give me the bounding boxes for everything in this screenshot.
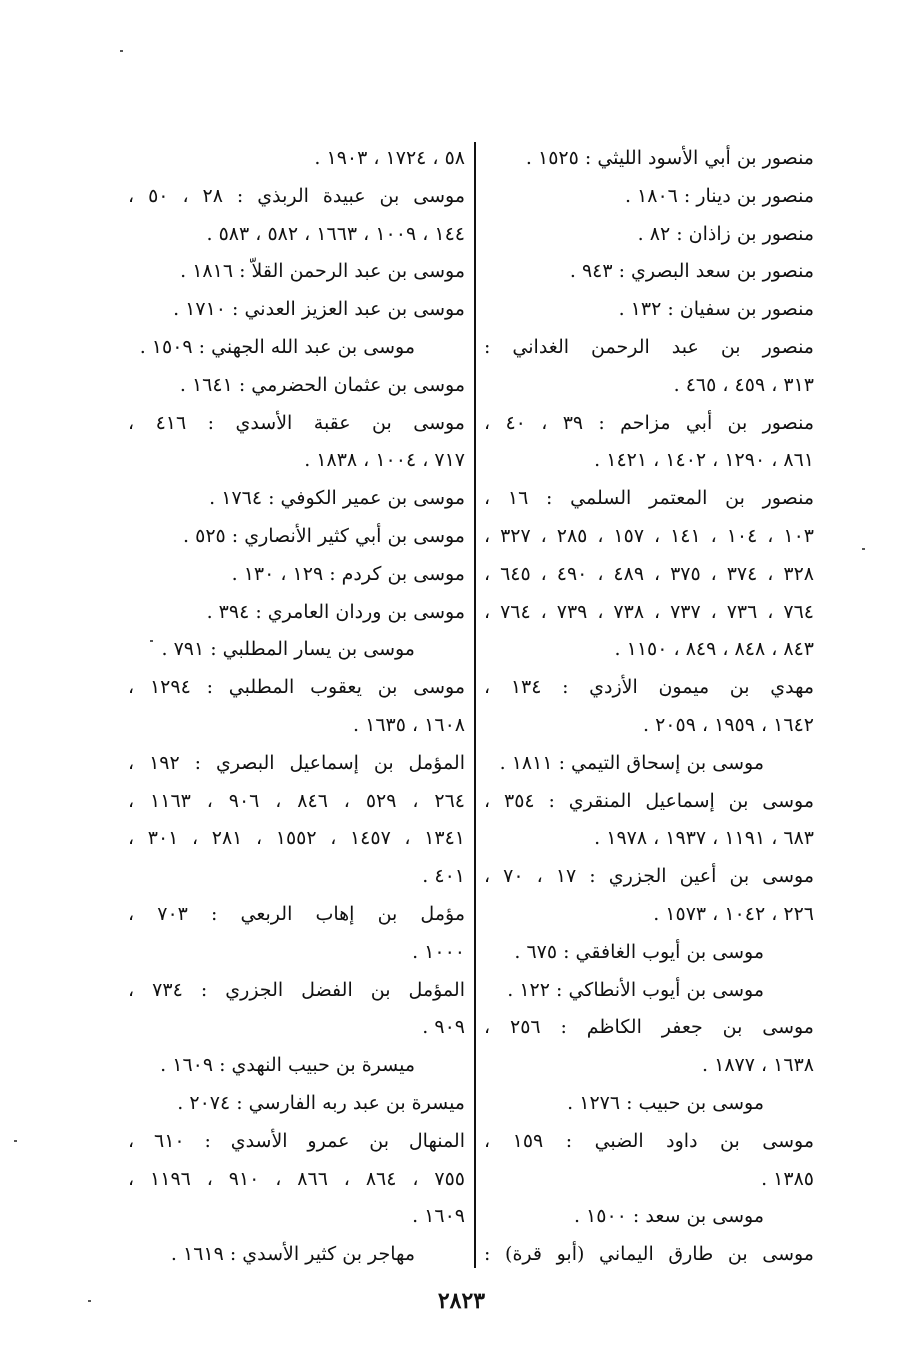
index-line: ٨٦١ ، ١٢٩٠ ، ١٤٠٢ ، ١٤٢١ . (594, 449, 814, 472)
index-line: موسى بن وردان العامري : ٣٩٤ . (206, 600, 465, 623)
index-line: موسى بن أيوب الأنطاكي : ١٢٢ . (507, 978, 764, 1001)
index-line: موسى بن سعد : ١٥٠٠ . (573, 1205, 764, 1228)
index-line: موسى بن عقبة الأسدي : ٤١٦ ، (128, 411, 465, 434)
index-line: موسى بن أعين الجزري : ١٧ ، ٧٠ ، (484, 865, 814, 888)
index-line: موسى بن كردم : ١٢٩ ، ١٣٠ . (231, 562, 465, 585)
index-line: المنهال بن عمرو الأسدي : ٦١٠ ، (128, 1129, 465, 1152)
scan-speck (88, 1300, 91, 1302)
index-line: منصور بن المعتمر السلمي : ١٦ ، (484, 487, 814, 510)
index-line: موسى بن إسحاق التيمي : ١٨١١ . (499, 751, 764, 774)
scan-speck (150, 640, 153, 642)
index-line: ١٦٠٨ ، ١٦٣٥ . (353, 713, 465, 736)
index-line: موسى بن أيوب الغافقي : ٦٧٥ . (514, 940, 764, 963)
index-line: ميسرة بن حبيب النهدي : ١٦٠٩ . (160, 1054, 415, 1077)
index-line: ١٣٨٥ . (761, 1167, 814, 1190)
index-line: منصور بن دينار : ١٨٠٦ . (624, 184, 814, 207)
index-line: موسى بن عمير الكوفي : ١٧٦٤ . (209, 487, 465, 510)
index-line: مهدي بن ميمون الأزدي : ١٣٤ ، (484, 676, 815, 699)
index-line: موسى بن داود الضبي : ١٥٩ ، (484, 1129, 814, 1152)
index-line: مهاجر بن كثير الأسدي : ١٦١٩ . (170, 1243, 415, 1266)
index-line: موسى بن عبد الرحمن القلاّ : ١٨١٦ . (180, 260, 465, 283)
index-line: ٩٠٩ . (422, 1016, 465, 1039)
index-line: موسى بن عثمان الحضرمي : ١٦٤١ . (179, 373, 465, 396)
index-line: منصور بن سعد البصري : ٩٤٣ . (569, 260, 814, 283)
index-line: موسى بن عبيدة الربذي : ٢٨ ، ٥٠ ، (128, 184, 465, 207)
index-line: موسى بن عبد الله الجهني : ١٥٠٩ . (139, 335, 415, 358)
index-line: ٧٦٤ ، ٧٣٦ ، ٧٣٧ ، ٧٣٨ ، ٧٣٩ ، ٧٦٤ ، (484, 600, 814, 623)
index-line: ٧١٧ ، ١٠٠٤ ، ١٨٣٨ . (304, 449, 465, 472)
column-divider (474, 142, 476, 1268)
index-line: ١٦٣٨ ، ١٨٧٧ . (702, 1054, 814, 1077)
index-line: موسى بن يسار المطلبي : ٧٩١ . (161, 638, 415, 661)
index-line: منصور بن سفيان : ١٣٢ . (618, 298, 814, 321)
index-line: مؤمل بن إهاب الربعي : ٧٠٣ ، (128, 902, 465, 925)
index-line: ١٤٤ ، ١٠٠٩ ، ١٦٦٣ ، ٥٨٢ ، ٥٨٣ . (206, 222, 465, 245)
scan-speck (120, 50, 123, 52)
page-number: ٢٨٢٣ (437, 1288, 486, 1314)
index-line: موسى بن جعفر الكاظم : ٢٥٦ ، (484, 1016, 814, 1039)
index-line: موسى بن أبي كثير الأنصاري : ٥٢٥ . (183, 524, 465, 547)
index-line: موسى بن حبيب : ١٢٧٦ . (567, 1091, 764, 1114)
index-line: ٢٢٦ ، ١٠٤٢ ، ١٥٧٣ . (653, 902, 814, 925)
index-line: منصور بن أبي مزاحم : ٣٩ ، ٤٠ ، (484, 411, 815, 434)
index-line: ١٦٠٩ . (412, 1205, 465, 1228)
index-line: ٣١٣ ، ٤٥٩ ، ٤٦٥ . (673, 373, 814, 396)
index-line: منصور بن زاذان : ٨٢ . (637, 222, 814, 245)
index-line: ٥٨ ، ١٧٢٤ ، ١٩٠٣ . (314, 147, 465, 169)
index-line: المؤمل بن الفضل الجزري : ٧٣٤ ، (128, 978, 465, 1001)
index-line: ١٣٤١ ، ١٤٥٧ ، ١٥٥٢ ، ٢٨١ ، ٣٠١ ، (128, 827, 465, 850)
index-line: ١٠٣ ، ١٠٤ ، ١٤١ ، ١٥٧ ، ٢٨٥ ، ٣٢٧ ، (484, 524, 814, 547)
index-line: موسى بن إسماعيل المنقري : ٣٥٤ ، (484, 789, 814, 812)
index-line: ٢٦٤ ، ٥٢٩ ، ٨٤٦ ، ٩٠٦ ، ١١٦٣ ، (128, 789, 465, 812)
scan-speck (862, 548, 865, 550)
index-line: موسى بن يعقوب المطلبي : ١٢٩٤ ، (128, 676, 466, 699)
index-line: المؤمل بن إسماعيل البصري : ١٩٢ ، (128, 751, 465, 774)
index-line: ميسرة بن عبد ربه الفارسي : ٢٠٧٤ . (177, 1091, 465, 1114)
index-line: منصور بن عبد الرحمن الغداني : (484, 335, 814, 358)
index-line: موسى بن عبد العزيز العدني : ١٧١٠ . (173, 298, 465, 321)
index-line: ٤٠١ . (422, 865, 465, 888)
index-line: منصور بن أبي الأسود الليثي : ١٥٢٥ . (525, 147, 814, 169)
index-line: ٧٥٥ ، ٨٦٤ ، ٨٦٦ ، ٩١٠ ، ١١٩٦ ، (128, 1167, 465, 1190)
index-line: ٨٤٣ ، ٨٤٨ ، ٨٤٩ ، ١١٥٠ . (614, 638, 814, 661)
index-line: موسى بن طارق اليماني (أبو قرة) : (484, 1243, 814, 1266)
index-line: ١٦٤٢ ، ١٩٥٩ ، ٢٠٥٩ . (642, 713, 814, 736)
scan-speck (14, 1140, 17, 1142)
index-line: ١٠٠٠ . (412, 940, 465, 963)
index-line: ٦٨٣ ، ١١٩١ ، ١٩٣٧ ، ١٩٧٨ . (594, 827, 814, 850)
right-column (484, 140, 814, 1274)
left-column (128, 140, 465, 1274)
index-line: ٣٢٨ ، ٣٧٤ ، ٣٧٥ ، ٤٨٩ ، ٤٩٠ ، ٦٤٥ ، (484, 562, 814, 585)
